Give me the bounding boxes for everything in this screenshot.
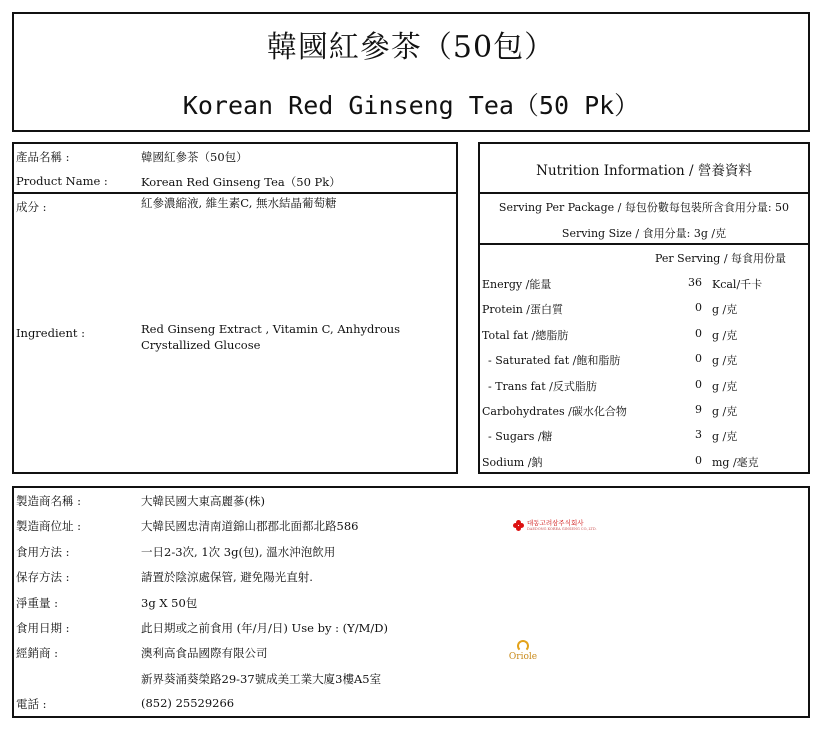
detail-label: 製造商位址 :	[16, 519, 82, 534]
nutrient-label: Sodium /鈉	[482, 455, 543, 469]
nutrient-label: - Trans fat /反式脂肪	[488, 379, 597, 393]
detail-label: 食用日期 :	[16, 621, 70, 635]
ingredient-label-zh: 成分 :	[16, 200, 47, 214]
nutrition-title: Nutrition Information / 營養資料	[536, 163, 752, 179]
nutrient-value: 3	[695, 428, 702, 442]
product-name-label-zh: 產品名稱 :	[16, 150, 70, 164]
detail-value: 此日期或之前食用 (年/月/日) Use by : (Y/M/D)	[141, 621, 388, 635]
nutrient-label: Energy /能量	[482, 278, 552, 291]
details-box	[12, 486, 810, 718]
nutrient-unit: mg /毫克	[712, 455, 759, 469]
nutrient-value: 0	[695, 453, 702, 467]
nutrient-label: - Saturated fat /飽和脂肪	[488, 354, 621, 368]
nutrient-unit: g /克	[712, 405, 738, 418]
product-name-en: Korean Red Ginseng Tea（50 Pk）	[141, 175, 341, 189]
detail-label: 食用方法 :	[16, 544, 70, 559]
oriole-sun-icon	[517, 640, 529, 652]
detail-label: 保存方法 :	[16, 570, 70, 585]
detail-value: 3g X 50包	[141, 595, 198, 610]
nutrient-unit: Kcal/千卡	[712, 278, 763, 291]
title-english: Korean Red Ginseng Tea（50 Pk）	[182, 91, 640, 120]
ingredient-label-en: Ingredient :	[16, 326, 86, 340]
nutrient-unit: g /克	[712, 328, 738, 342]
detail-value: 大韓民國大東高麗蔘(株)	[141, 494, 265, 508]
divider	[478, 192, 810, 194]
nutrient-label: Carbohydrates /碳水化合物	[482, 405, 627, 418]
daedong-logo-text: 대동고려삼주식회사	[527, 519, 584, 527]
nutrient-value: 0	[695, 377, 702, 391]
nutrient-label: Total fat /總脂肪	[482, 328, 569, 342]
serving-size: Serving Size / 食用分量: 3g /克	[561, 227, 727, 240]
detail-value: (852) 25529266	[141, 696, 235, 711]
detail-value: 澳利高食品國際有限公司	[141, 646, 268, 661]
detail-label: 淨重量 :	[16, 595, 59, 610]
divider	[478, 243, 810, 245]
nutrient-value: 36	[688, 276, 702, 289]
detail-label: 電話 :	[16, 697, 47, 712]
detail-value: 一日2-3次, 1次 3g(包), 溫水沖泡飲用	[141, 544, 336, 559]
detail-label: 經銷商 :	[16, 646, 59, 661]
servings-per-package: Serving Per Package / 每包份數每包裝所含食用分量: 50	[498, 201, 790, 214]
daedong-logo	[513, 520, 597, 531]
detail-value: 請置於陰涼處保管, 避免陽光直射.	[141, 570, 313, 585]
nutrient-unit: g /克	[712, 303, 738, 317]
detail-label: 製造商名稱 :	[16, 494, 82, 508]
product-name-zh: 韓國紅參茶（50包）	[141, 150, 248, 164]
detail-value: 新界葵涌葵榮路29-37號成美工業大廈3樓A5室	[141, 671, 382, 686]
daedong-logo-subtext: DAEDONG KOREA GINSENG CO.,LTD.	[527, 527, 597, 531]
nutrient-unit: g /克	[712, 379, 738, 393]
nutrient-value: 9	[695, 403, 702, 416]
per-serving-header: Per Serving / 每食用份量	[655, 252, 787, 265]
product-name-label-en: Product Name :	[16, 174, 108, 188]
ingredients-zh: 紅參濃縮液, 維生素C, 無水結晶葡萄糖	[141, 196, 337, 210]
oriole-logo-text: Oriole	[508, 652, 538, 662]
nutrient-label: Protein /蛋白質	[482, 303, 564, 317]
nutrient-value: 0	[695, 326, 702, 340]
nutrient-value: 0	[695, 301, 702, 315]
nutrient-label: - Sugars /糖	[488, 430, 553, 444]
nutrient-unit: g /克	[712, 430, 738, 444]
divider	[12, 192, 458, 194]
ingredients-en-line2: Crystallized Glucose	[141, 338, 261, 352]
daedong-emblem-icon	[513, 520, 524, 531]
ingredients-en-line1: Red Ginseng Extract , Vitamin C, Anhydrous	[141, 322, 401, 336]
nutrient-value: 0	[695, 352, 702, 366]
title-chinese: 韓國紅參茶（50包）	[266, 30, 556, 65]
oriole-logo	[506, 640, 540, 662]
detail-value: 大韓民國忠清南道錦山郡郡北面都北路586	[141, 519, 359, 534]
nutrient-unit: g /克	[712, 354, 738, 368]
